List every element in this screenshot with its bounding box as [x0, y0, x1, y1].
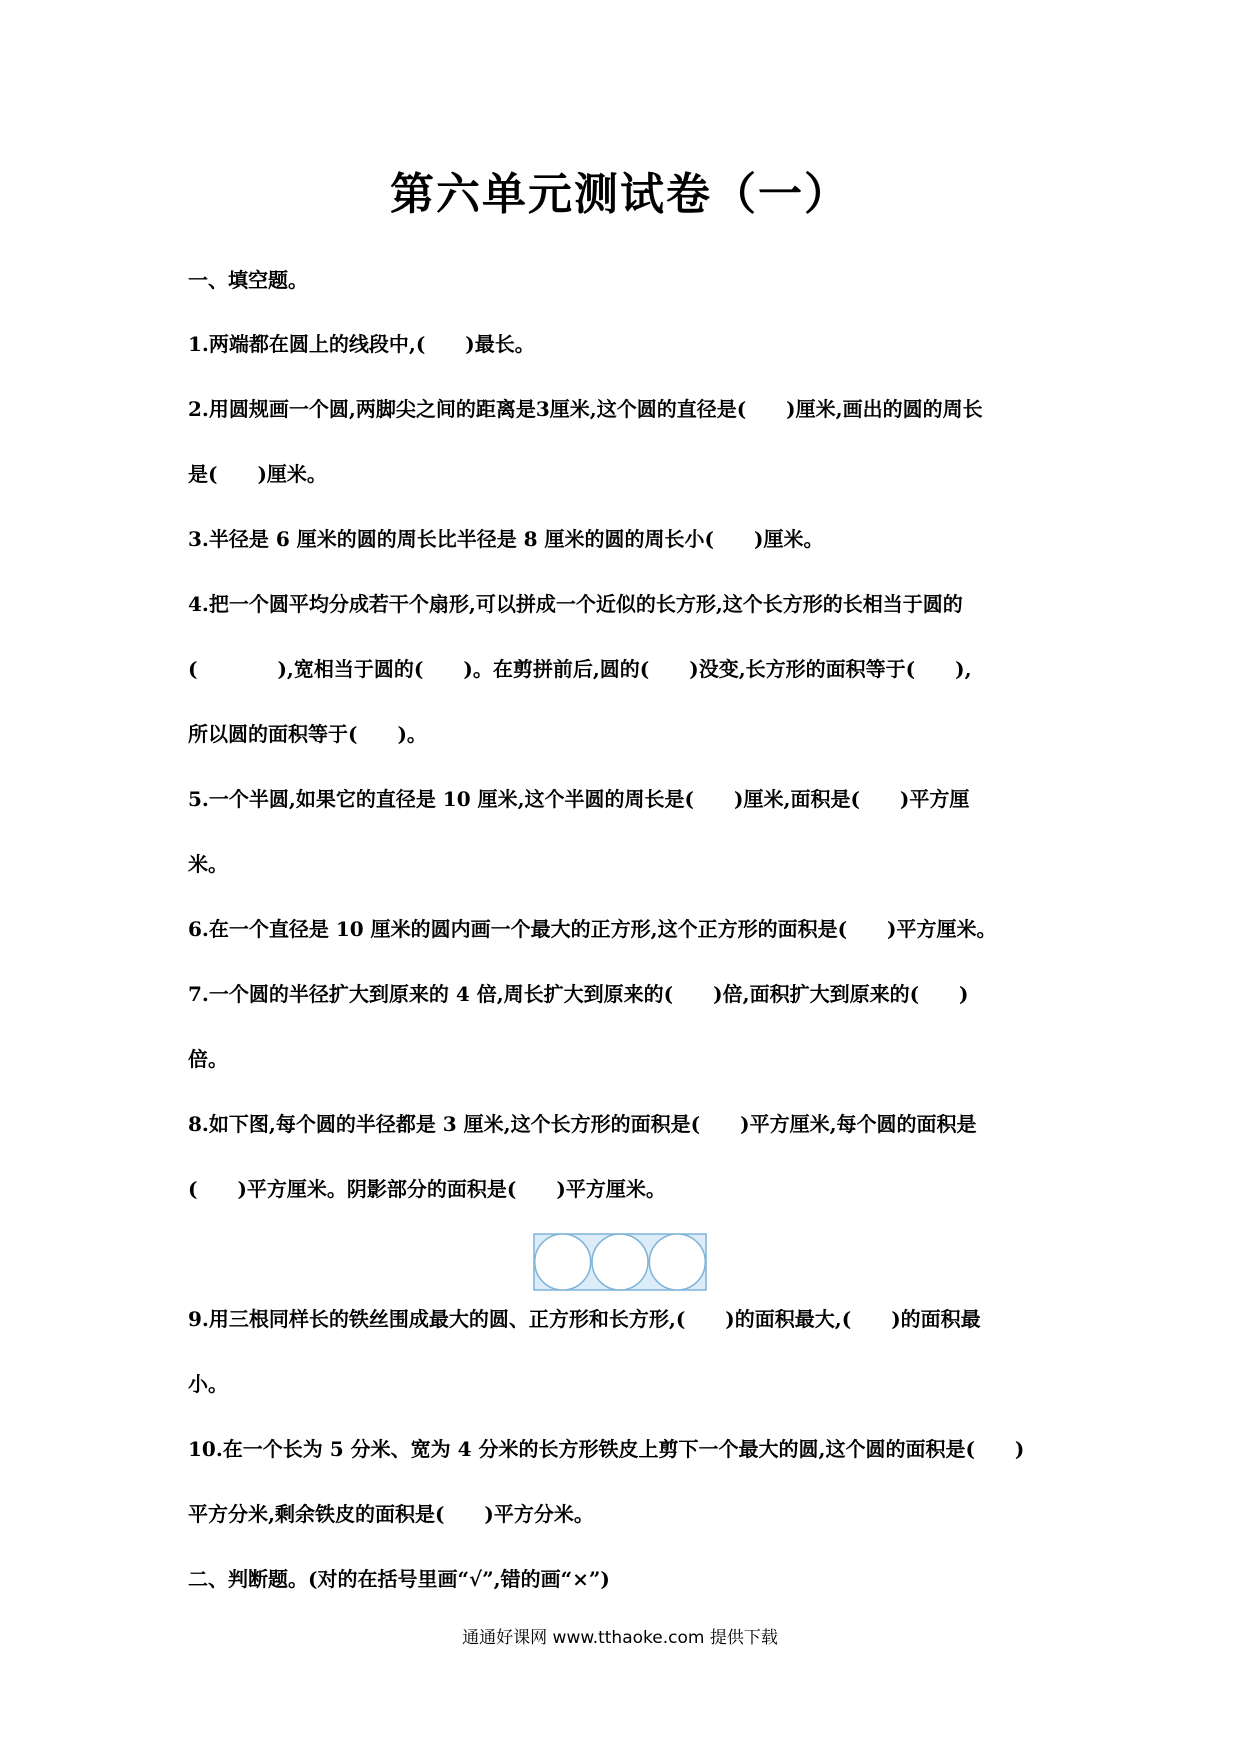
question-line: 4.把一个圆平均分成若干个扇形,可以拼成一个近似的长方形,这个长方形的长相当于圆的 [188, 592, 963, 616]
question-line: 米。 [188, 852, 228, 876]
question-line: 5.一个半圆,如果它的直径是 10 厘米,这个半圆的周长是( )厘米,面积是( )平方厘 [188, 787, 970, 811]
question-line: 7.一个圆的半径扩大到原来的 4 倍,周长扩大到原来的( )倍,面积扩大到原来的( ) [188, 982, 969, 1006]
question-line: 平方分米,剩余铁皮的面积是( )平方分米。 [188, 1502, 594, 1526]
circle-shape [649, 1234, 705, 1290]
question-line: 小。 [188, 1372, 228, 1396]
question-line: 2.用圆规画一个圆,两脚尖之间的距离是3厘米,这个圆的直径是( )厘米,画出的圆的周长 [188, 397, 983, 421]
question-line: 6.在一个直径是 10 厘米的圆内画一个最大的正方形,这个正方形的面积是( )平方厘米。 [188, 917, 997, 941]
question-line: ( )平方厘米。阴影部分的面积是( )平方厘米。 [188, 1177, 666, 1201]
question-line: 倍。 [188, 1047, 228, 1071]
section-heading-fill-blank: 一、填空题。 [188, 268, 308, 292]
circle-shape [535, 1234, 591, 1290]
question-line: 9.用三根同样长的铁丝围成最大的圆、正方形和长方形,( )的面积最大,( )的面积最 [188, 1307, 981, 1331]
question-line: ( ),宽相当于圆的( )。在剪拼前后,圆的( )没变,长方形的面积等于( ), [188, 657, 972, 681]
section-heading-true-false: 二、判断题。(对的在括号里画“√”,错的画“×”) [188, 1567, 610, 1591]
question-line: 是( )厘米。 [188, 462, 327, 486]
question-line: 10.在一个长为 5 分米、宽为 4 分米的长方形铁皮上剪下一个最大的圆,这个圆的面积是( ) [188, 1437, 1025, 1461]
question-line: 8.如下图,每个圆的半径都是 3 厘米,这个长方形的面积是( )平方厘米,每个圆的面积是 [188, 1112, 977, 1136]
question-line: 1.两端都在圆上的线段中,( )最长。 [188, 332, 535, 356]
question-line: 所以圆的面积等于( )。 [188, 722, 427, 746]
three-circles-rectangle-figure [533, 1233, 707, 1291]
footer-credit: 通通好课网 www.tthaoke.com 提供下载 [462, 1628, 778, 1648]
question-line: 3.半径是 6 厘米的圆的周长比半径是 8 厘米的圆的周长小( )厘米。 [188, 527, 824, 551]
circle-shape [592, 1234, 648, 1290]
page-title: 第六单元测试卷（一） [390, 169, 850, 220]
